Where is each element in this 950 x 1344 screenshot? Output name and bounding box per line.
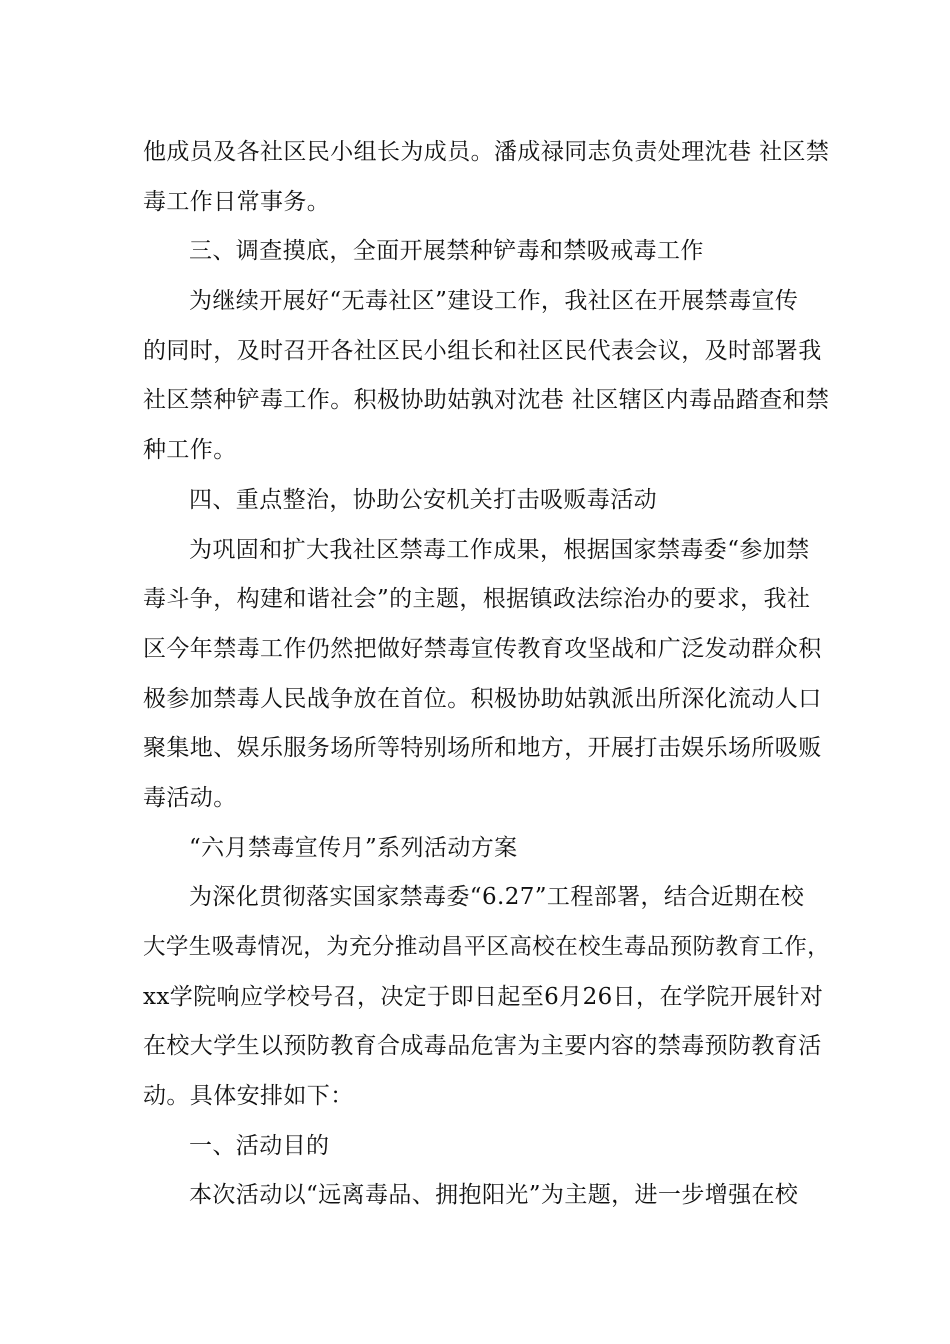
- text-line: 极参加禁毒人民战争放在首位。积极协助姑孰派出所深化流动人口: [143, 685, 822, 712]
- text-line: 种工作。: [143, 437, 237, 464]
- text-line: 本次活动以“远离毒品、拥抱阳光”为主题，进一步增强在校: [189, 1182, 799, 1209]
- document-body: [143, 128, 833, 1221]
- text-line: 动。具体安排如下：: [143, 1083, 354, 1110]
- text-line: 毒活动。: [143, 784, 237, 811]
- text-line: xx学院响应学校号召，决定于即日起至6月26日，在学院开展针对: [143, 983, 824, 1010]
- text-line: 为巩固和扩大我社区禁毒工作成果，根据国家禁毒委“参加禁: [189, 536, 810, 563]
- text-line: 大学生吸毒情况，为充分推动昌平区高校在校生毒品预防教育工作，: [143, 934, 831, 960]
- text-line: 他成员及各社区民小组长为成员。潘成禄同志负责处理沈巷 社区禁: [143, 139, 830, 165]
- text-line: 聚集地、娱乐服务场所等特别场所和地方，开展打击娱乐场所吸贩: [143, 735, 822, 762]
- text-line: 社区禁种铲毒工作。积极协助姑孰对沈巷 社区辖区内毒品踏查和禁: [143, 387, 830, 414]
- text-line: 在校大学生以预防教育合成毒品危害为主要内容的禁毒预防教育活: [143, 1033, 822, 1060]
- text-line: 为继续开展好“无毒社区”建设工作，我社区在开展禁毒宣传: [189, 288, 799, 315]
- text-line: 为深化贯彻落实国家禁毒委“6.27”工程部署，结合近期在校: [189, 884, 805, 911]
- section-heading: 四、重点整治，协助公安机关打击吸贩毒活动: [189, 486, 657, 513]
- section-heading: 一、活动目的: [189, 1132, 330, 1159]
- document-title: “六月禁毒宣传月”系列活动方案: [189, 834, 518, 861]
- text-line: 毒工作日常事务。: [143, 188, 331, 215]
- text-line: 区今年禁毒工作仍然把做好禁毒宣传教育攻坚战和广泛发动群众积: [143, 635, 822, 662]
- section-heading: 三、调查摸底，全面开展禁种铲毒和禁吸戒毒工作: [189, 238, 704, 265]
- text-line: 的同时，及时召开各社区民小组长和社区民代表会议，及时部署我: [143, 337, 822, 364]
- text-line: 毒斗争，构建和谐社会”的主题，根据镇政法综治办的要求，我社: [143, 586, 811, 613]
